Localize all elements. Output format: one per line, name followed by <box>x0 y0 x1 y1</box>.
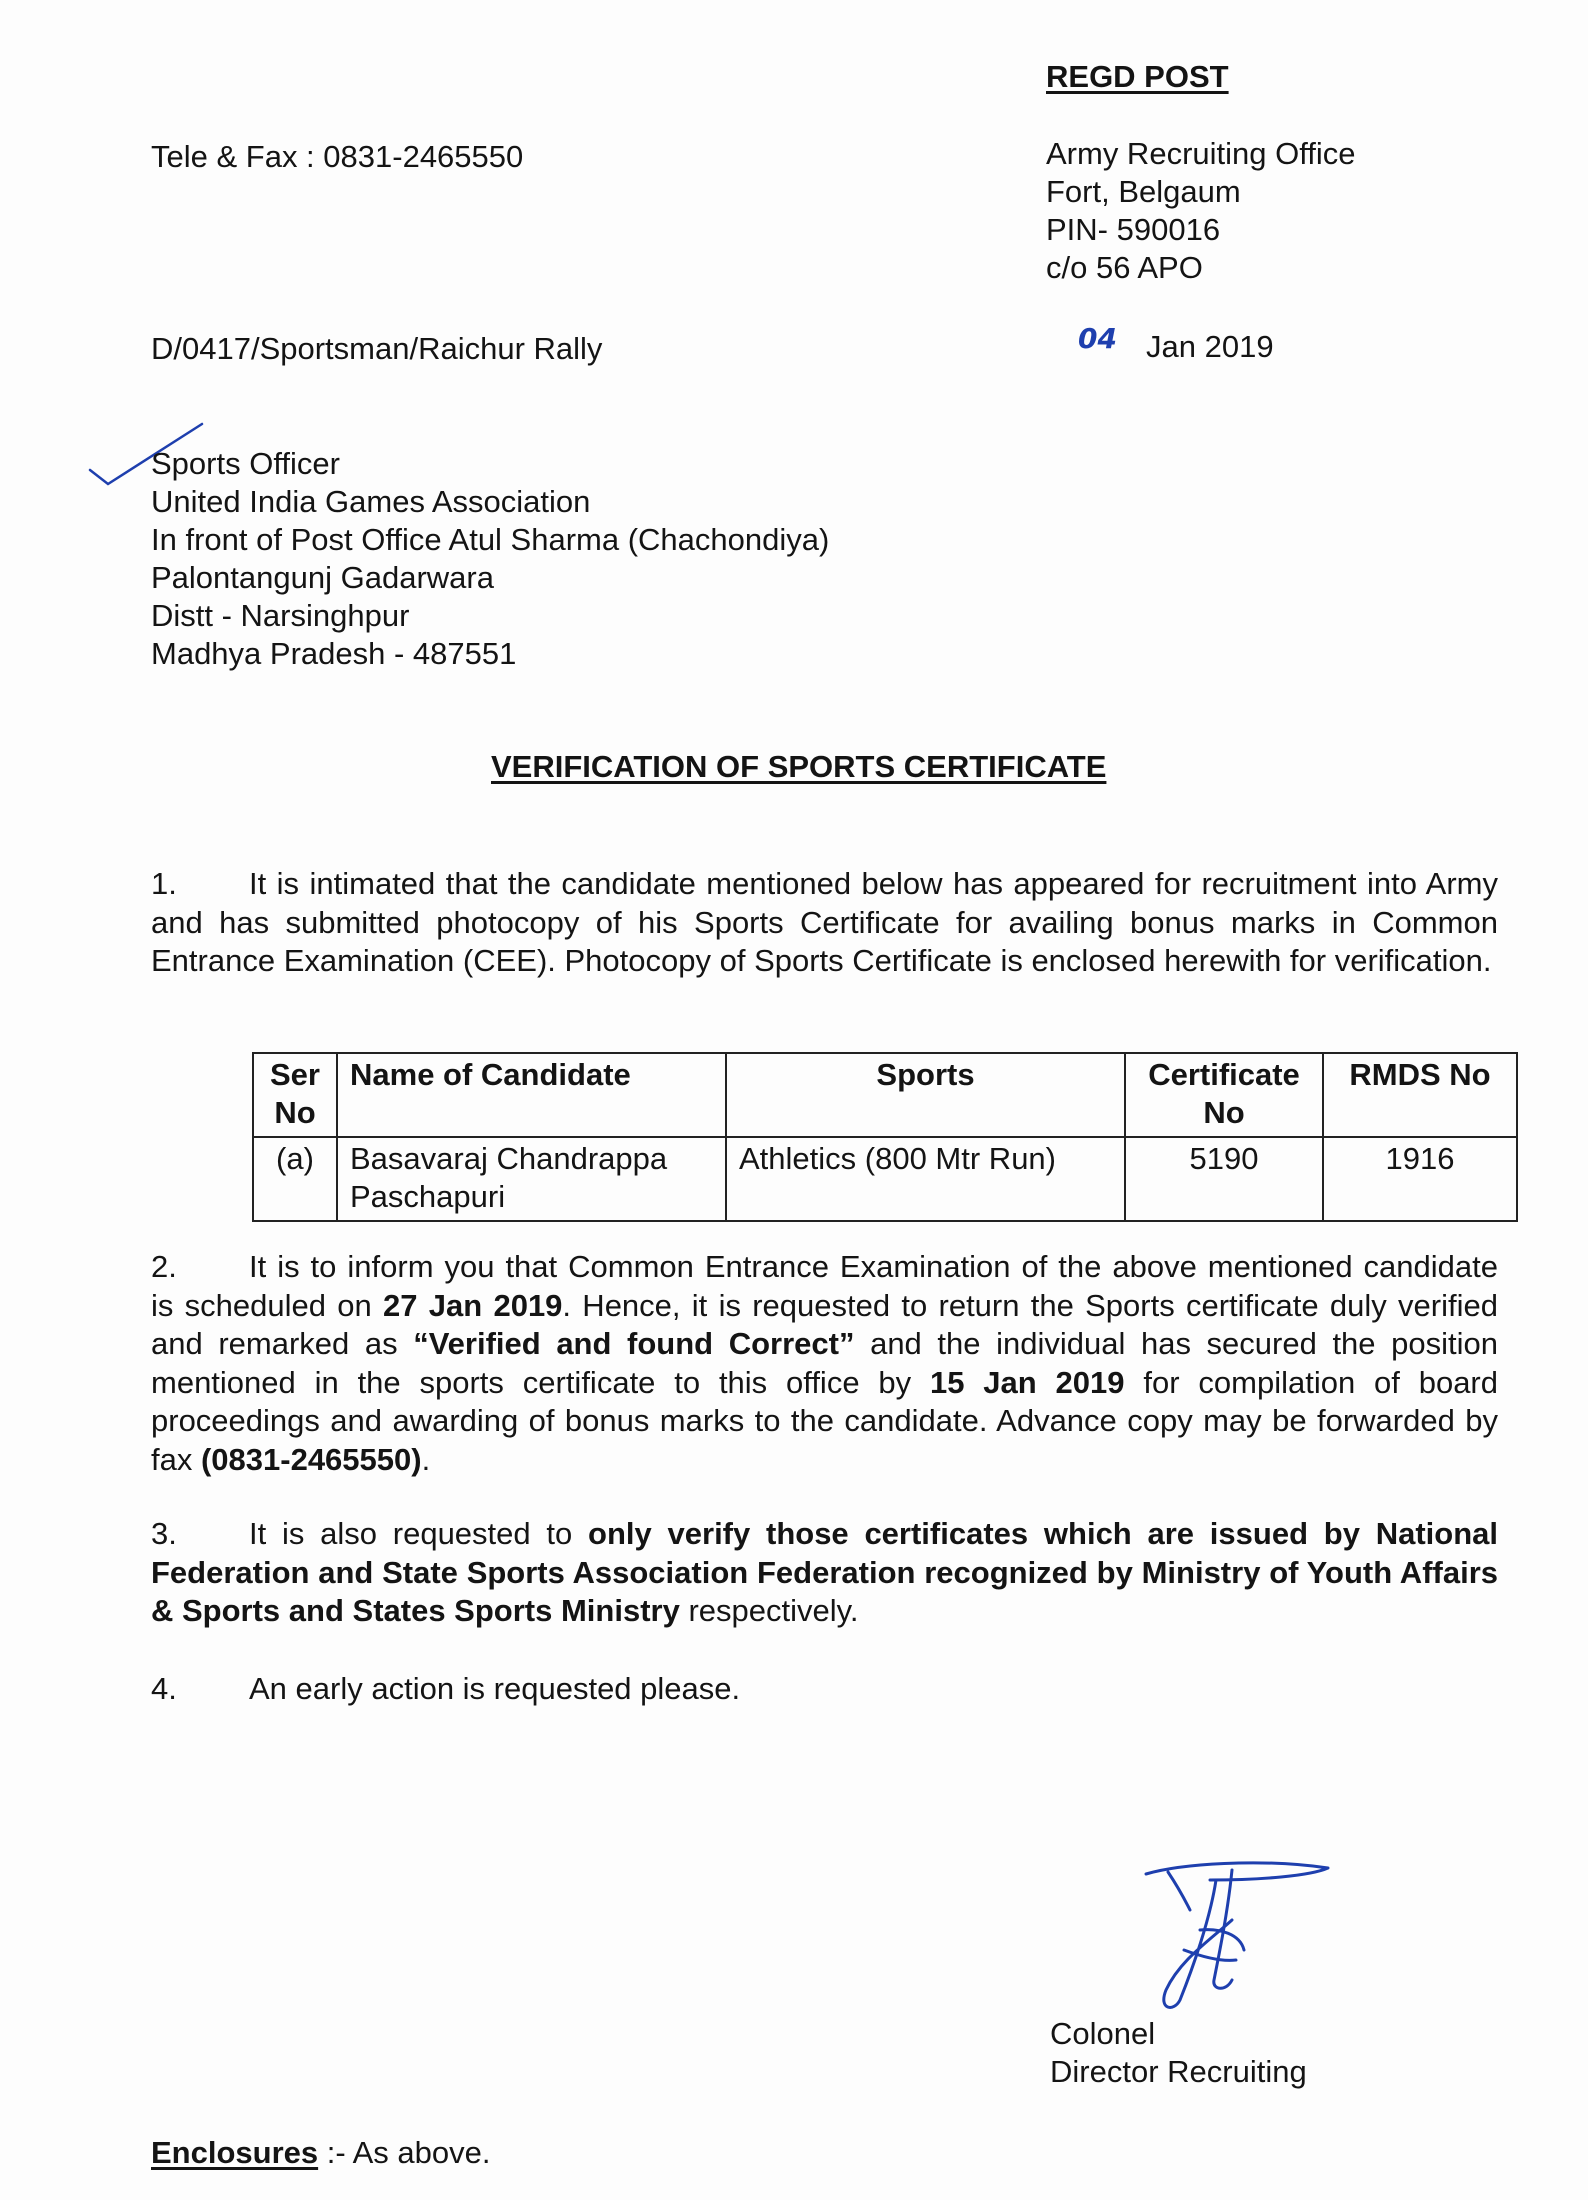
addressee-block <box>151 445 829 673</box>
table-row <box>253 1137 1517 1221</box>
subject-heading: VERIFICATION OF SPORTS CERTIFICATE <box>491 749 1107 784</box>
candidate-table <box>252 1052 1518 1222</box>
paragraph-bold-text: only verify those certificates which are issued by National Federation and State Sports Association Federation recognized by Ministry of Youth Affairs & Sports and States Sports Ministry <box>151 1516 1499 1628</box>
remark-text: “Verified and found Correct” <box>413 1326 855 1361</box>
office-line: Fort, Belgaum <box>1046 174 1241 209</box>
paragraph-2 <box>151 1248 1498 1479</box>
paragraph-number: 2. <box>151 1249 177 1284</box>
cell-name: Basavaraj Chandrappa Paschapuri <box>337 1137 726 1221</box>
paragraph-text: It is to inform you that Common Entrance Examination of the above mentioned candidate is scheduled on <box>151 1249 1498 1323</box>
paragraph-1 <box>151 865 1498 981</box>
letter-date: Jan 2019 <box>1146 329 1274 364</box>
addressee-line: Distt - Narsinghpur <box>151 598 410 633</box>
addressee-line: United India Games Association <box>151 484 591 519</box>
reference-number: D/0417/Sportsman/Raichur Rally <box>151 331 603 366</box>
paragraph-text: . Hence, it is requested to return the Sports certificate duly verified and remarked as <box>151 1287 1498 1361</box>
exam-date: 27 Jan 2019 <box>383 1287 563 1323</box>
office-line: Army Recruiting Office <box>1046 136 1356 171</box>
header-certificate-no: Certificate No <box>1125 1053 1323 1137</box>
signatory-rank: Colonel <box>1050 2016 1156 2051</box>
signature-icon <box>1140 1850 1340 2020</box>
addressee-line: Palontangunj Gadarwara <box>151 560 494 595</box>
table-header-row <box>253 1053 1517 1137</box>
paragraph-text: for compilation of board proceedings and awarding of bonus marks to the candidate. Advance copy may be forwarded by fax <box>151 1364 1499 1477</box>
cell-ser: (a) <box>253 1137 337 1221</box>
enclosures-line <box>151 2134 490 2172</box>
paragraph-4 <box>151 1670 1498 1709</box>
header-ser-no: Ser No <box>253 1053 337 1137</box>
signatory-block <box>1050 2015 1307 2091</box>
paragraph-text: An early action is requested please. <box>249 1671 741 1706</box>
handwritten-date-day: 04 <box>1078 322 1117 355</box>
office-line: PIN- 590016 <box>1046 212 1221 247</box>
cell-certificate: 5190 <box>1125 1137 1323 1221</box>
paragraph-text: respectively. <box>679 1593 859 1628</box>
paragraph-text: It is intimated that the candidate mentioned below has appeared for recruitment into Army and has submitted photocopy of his Sports Certificate for availing bonus marks in Common Entrance Examination (CEE). Photocopy of Sports Certificate is enclosed herewith for verification. <box>151 866 1498 978</box>
paragraph-text: . <box>421 1441 431 1477</box>
paragraph-3 <box>151 1515 1498 1631</box>
addressee-line: Madhya Pradesh - 487551 <box>151 636 517 671</box>
paragraph-number: 4. <box>151 1671 177 1706</box>
signatory-designation: Director Recruiting <box>1050 2054 1307 2089</box>
cell-sports: Athletics (800 Mtr Run) <box>726 1137 1125 1221</box>
tele-fax: Tele & Fax : 0831-2465550 <box>151 139 524 174</box>
paragraph-number: 3. <box>151 1516 177 1551</box>
enclosures-text: :- As above. <box>318 2135 491 2170</box>
addressee-line: Sports Officer <box>151 446 340 481</box>
regd-post-label: REGD POST <box>1046 59 1229 94</box>
fax-number: (0831-2465550) <box>200 1441 422 1477</box>
paragraph-text: and the individual has secured the position mentioned in the sports certificate to this office by <box>151 1326 1498 1400</box>
header-sports: Sports <box>726 1053 1125 1137</box>
addressee-line: In front of Post Office Atul Sharma (Chachondiya) <box>151 522 830 557</box>
header-name: Name of Candidate <box>337 1053 726 1137</box>
paragraph-text: It is also requested to <box>249 1516 589 1551</box>
office-line: c/o 56 APO <box>1046 250 1203 285</box>
deadline-date: 15 Jan 2019 <box>929 1364 1125 1400</box>
enclosures-label: Enclosures <box>151 2135 319 2170</box>
cell-rmds: 1916 <box>1323 1137 1517 1221</box>
paragraph-number: 1. <box>151 866 177 901</box>
header-rmds-no: RMDS No <box>1323 1053 1517 1137</box>
office-address <box>1046 135 1356 287</box>
